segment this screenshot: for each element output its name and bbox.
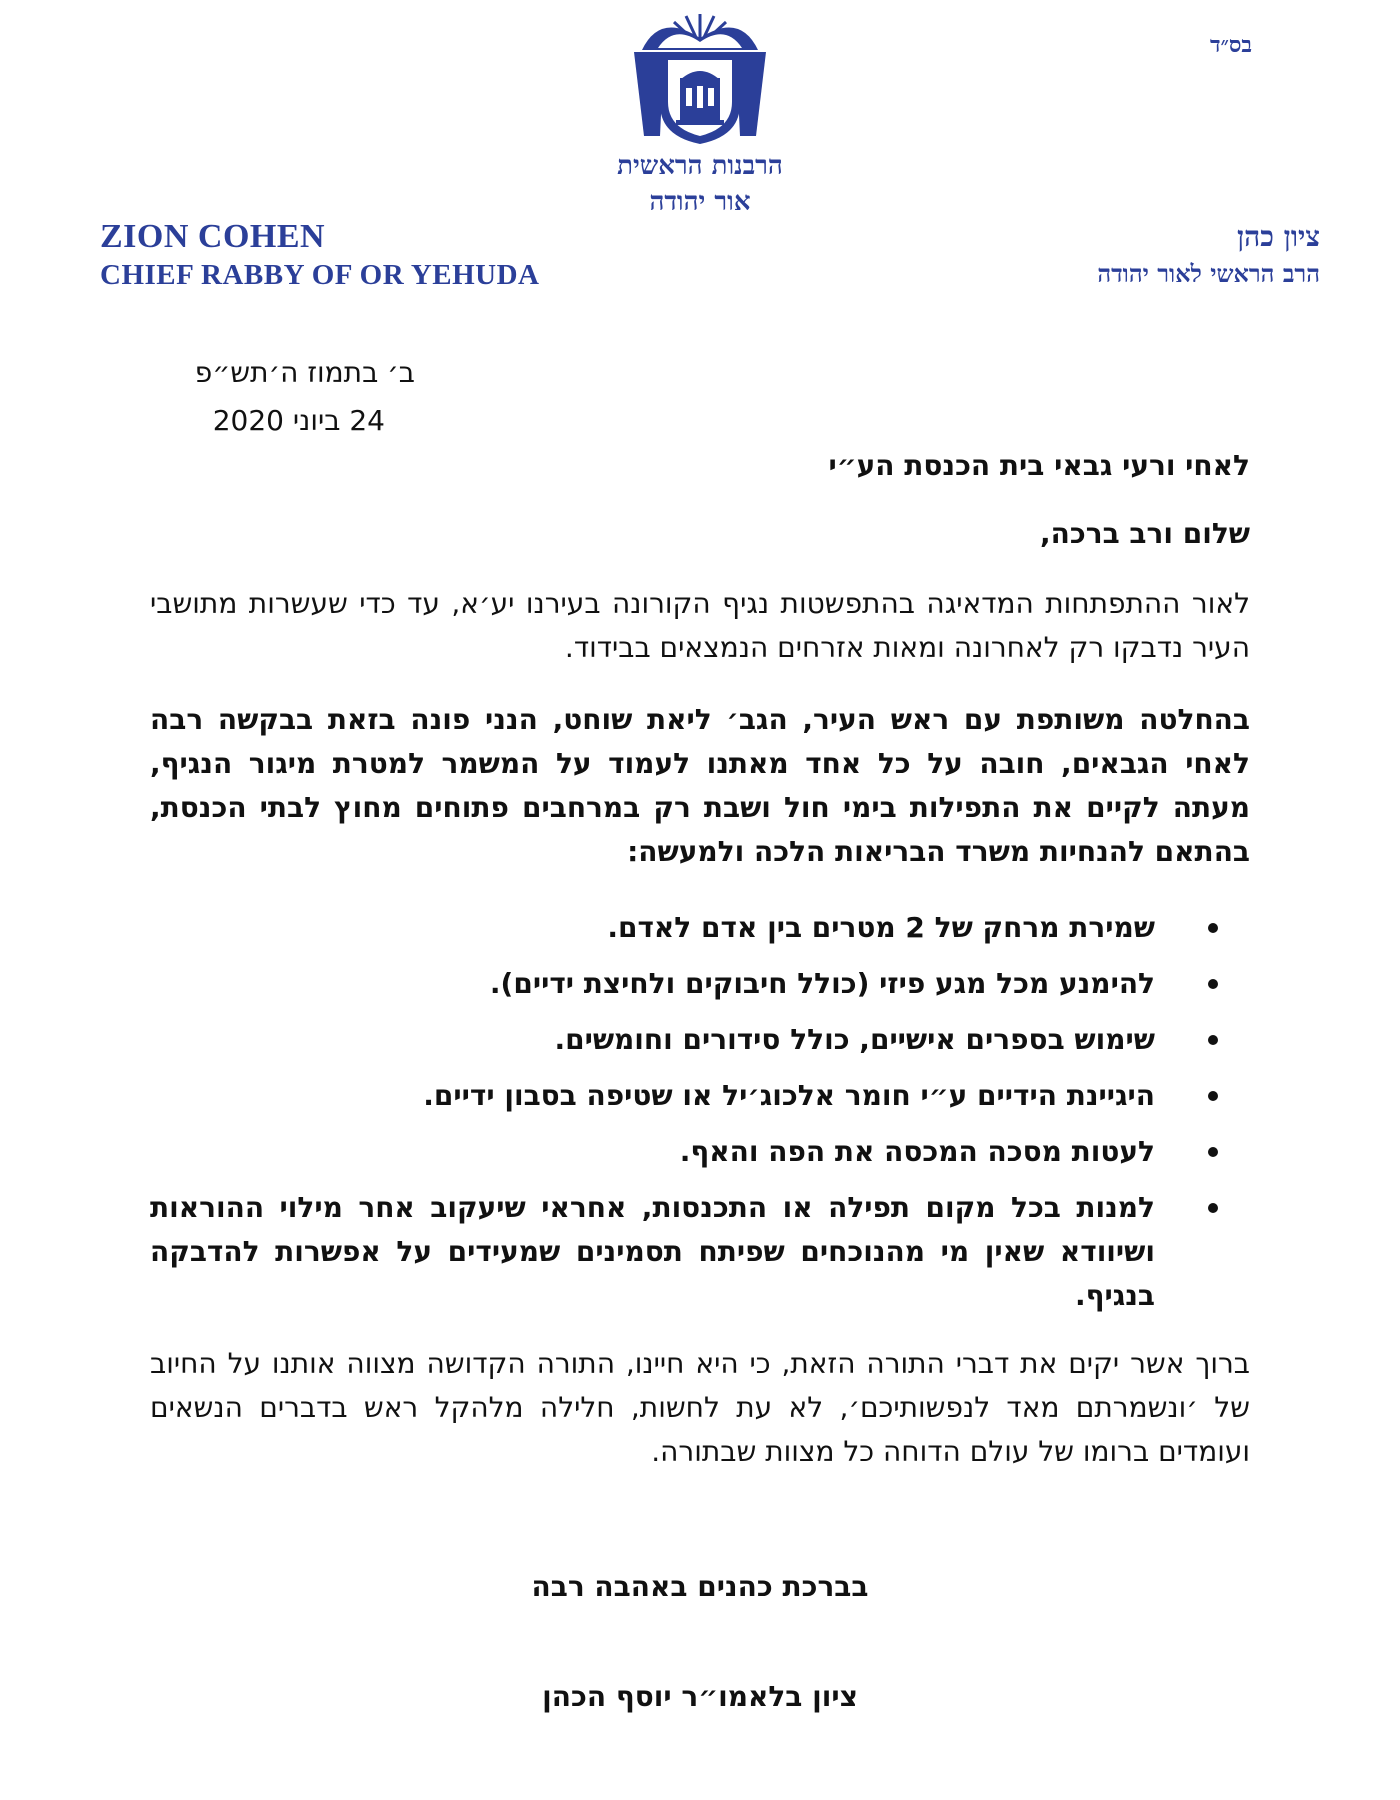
list-item-text: למנות בכל מקום תפילה או התכנסות, אחראי שיעקוב אחר מילוי ההוראות ושיוודא שאין מי מהנוכחים שפיתח תסמינים שמעידים על אפשרות להדבקה בנגיף. xyxy=(150,1191,1155,1312)
rabbinate-caption-line2: אור יהודה xyxy=(649,187,751,217)
list-item xyxy=(150,962,1240,1006)
bullet-icon xyxy=(1208,1203,1218,1213)
list-item-text: שמירת מרחק של 2 מטרים בין אדם לאדם. xyxy=(607,911,1155,944)
rabbinate-caption-line1: הרבנות הראשית xyxy=(617,151,783,181)
bullet-icon xyxy=(1208,923,1218,933)
hebrew-name: ציון כהן xyxy=(1237,220,1320,253)
list-item xyxy=(150,1130,1240,1174)
list-item xyxy=(150,1018,1240,1062)
signature-line: ציון בלאמו״ר יוסף הכהן xyxy=(542,1680,858,1713)
bullet-icon xyxy=(1208,1035,1218,1045)
list-item xyxy=(150,1074,1240,1118)
list-item-text: היגיינת הידיים ע״י חומר אלכוג׳יל או שטיפה בסבון ידיים. xyxy=(423,1079,1155,1112)
list-item xyxy=(150,906,1240,950)
bullet-icon xyxy=(1208,1147,1218,1157)
list-item-text: לעטות מסכה המכסה את הפה והאף. xyxy=(679,1135,1155,1168)
list-item xyxy=(150,1186,1240,1318)
paragraph-intro: לאור ההתפתחות המדאיגה בהתפשטות נגיף הקורונה בעירנו יע׳א, עד כדי שעשרות מתושבי העיר נדבקו רק לאחרונה ומאות אזרחים הנמצאים בבידוד. xyxy=(150,587,1250,664)
hebrew-title: הרב הראשי לאור יהודה xyxy=(1097,259,1320,288)
bsd-mark: בס״ד xyxy=(1209,32,1252,58)
english-title: CHIEF RABBY OF OR YEHUDA xyxy=(100,259,540,291)
chief-rabbinate-emblem-icon xyxy=(620,8,780,148)
bullet-icon xyxy=(1208,979,1218,989)
bullet-icon xyxy=(1208,1091,1218,1101)
addressee-line: לאחי ורעי גבאי בית הכנסת הע״י xyxy=(828,449,1250,482)
closing-line: בברכת כהנים באהבה רבה xyxy=(531,1570,869,1603)
guidelines-list xyxy=(150,906,1240,1330)
list-item-text: שימוש בספרים אישיים, כולל סידורים וחומשים. xyxy=(554,1023,1155,1056)
paragraph-blessing: ברוך אשר יקים את דברי התורה הזאת, כי היא חיינו, התורה הקדושה מצווה אותנו על החיוב של ׳ונשמרתם מאד לנפשותיכם׳, לא עת לחשות, חלילה מלהקל ראש בדברים הנשאים ועומדים ברומו של עולם הדוחה כל מצוות שבתורה. xyxy=(150,1347,1250,1468)
greeting-line: שלום ורב ברכה, xyxy=(1040,517,1250,550)
english-name: ZION COHEN xyxy=(100,218,326,255)
list-item-text: להימנע מכל מגע פיזי (כולל חיבוקים ולחיצת ידיים). xyxy=(489,967,1155,1000)
gregorian-date: 24 ביוני 2020 xyxy=(212,404,385,437)
hebrew-date: ב׳ בתמוז ה׳תש״פ xyxy=(194,356,415,389)
paragraph-decision: בהחלטה משותפת עם ראש העיר, הגב׳ ליאת שוחט, הנני פונה בזאת בבקשה רבה לאחי הגבאים, חובה על כל אחד מאתנו לעמוד על המשמר למטרת מיגור הנגיף, מעתה לקיים את התפילות בימי חול ושבת רק במרחבים פתוחים מחוץ לבתי הכנסת, בהתאם להנחיות משרד הבריאות הלכה ולמעשה: xyxy=(150,703,1250,868)
rabbinate-caption xyxy=(540,148,860,220)
